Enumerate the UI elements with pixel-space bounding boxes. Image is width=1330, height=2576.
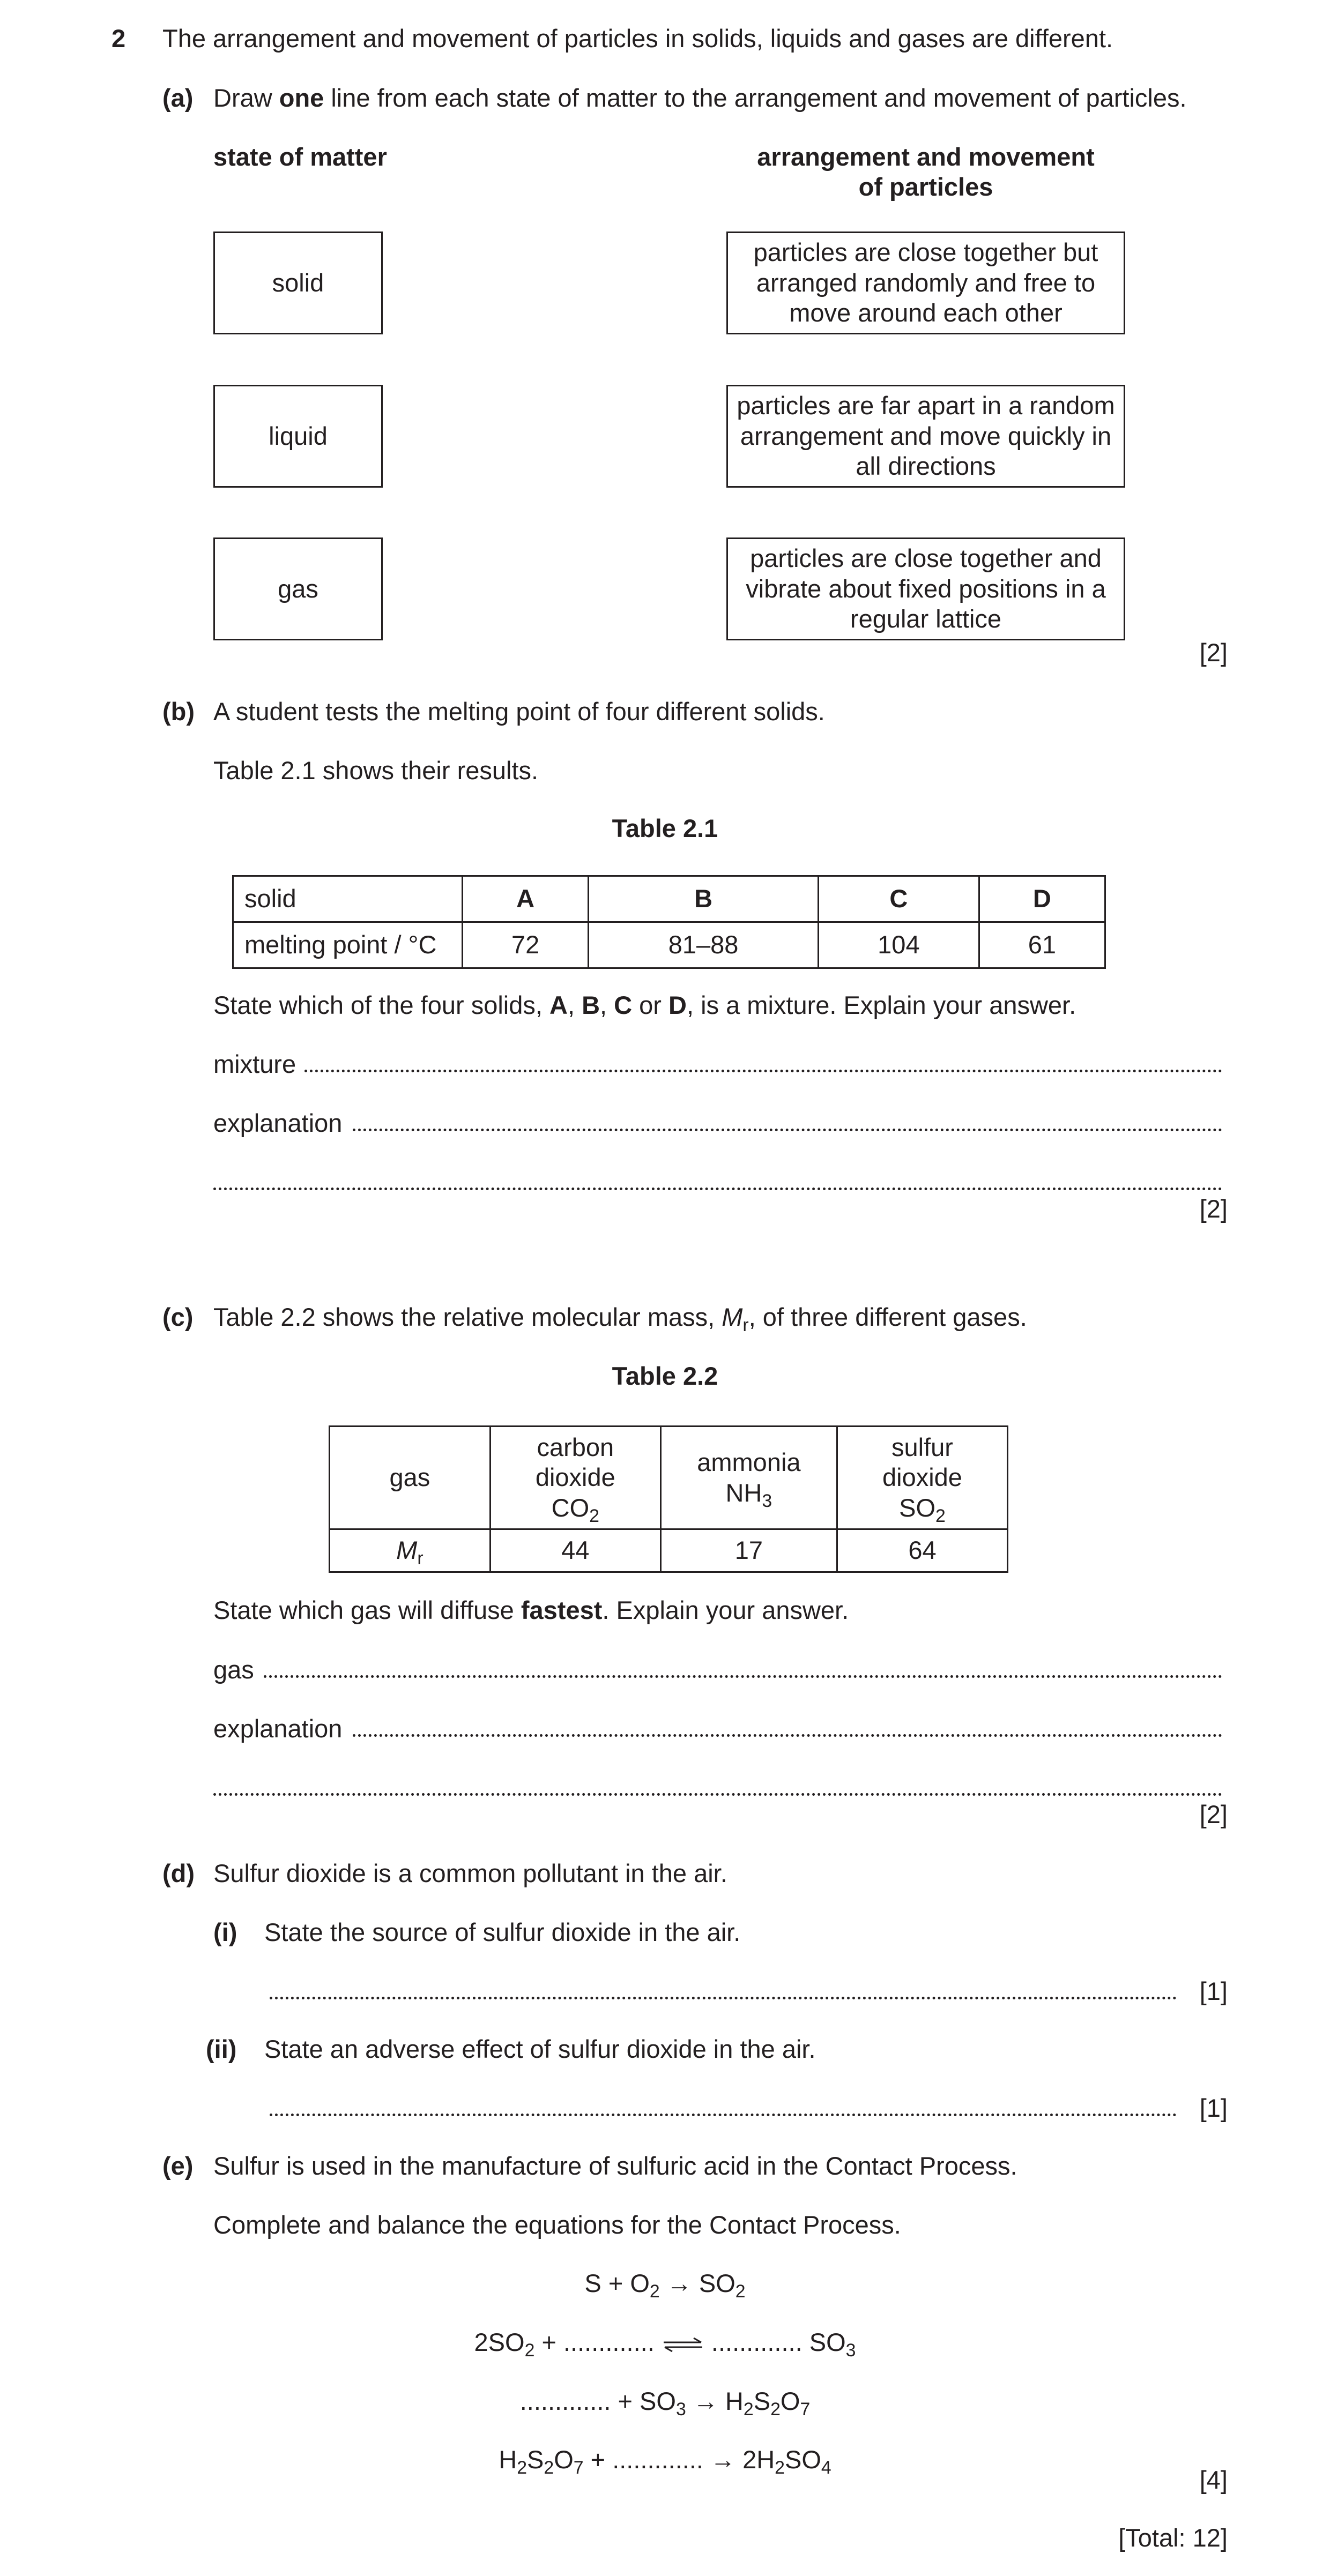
equilibrium-arrow-icon (662, 2336, 704, 2353)
table-2-2-mr-header: $M_r$ (330, 1529, 491, 1572)
part-e-marks: [4] (1199, 2466, 1228, 2494)
state-of-matter-heading: state of matter (213, 143, 387, 171)
table-2-2-nh3: ammonia $NH_3$ (660, 1427, 837, 1529)
explanation-answer-line-c-2[interactable] (213, 1793, 1222, 1796)
part-d-i-marks: [1] (1199, 1977, 1228, 2005)
equation-3-blank[interactable]: ............. (519, 2387, 611, 2415)
explanation-answer-line-b-2[interactable] (213, 1188, 1222, 1190)
table-2-2-title: Table 2.2 (612, 1362, 718, 1390)
part-b-line2: Table 2.1 shows their results. (213, 756, 539, 785)
part-d-i-text: State the source of sulfur dioxide in the air. (264, 1918, 741, 1946)
equation-1: $S + O_2 \to SO_2$ (584, 2269, 746, 2302)
explanation-answer-line-c[interactable] (353, 1734, 1222, 1737)
arrow-right-icon: → (693, 2387, 718, 2415)
part-b-question: State which of the four solids, A, B, C or D, is a mixture. Explain your answer. (213, 991, 1076, 1019)
description-box-3[interactable]: particles are close together and vibrate about fixed positions in a regular lattice (726, 537, 1125, 640)
table-2-1-mp-c: 104 (819, 922, 979, 968)
table-2-1-mp-b: 81–88 (589, 922, 819, 968)
table-2-1-mp-d: 61 (979, 922, 1105, 968)
part-b-line1: A student tests the melting point of four different solids. (213, 697, 825, 726)
part-e-line2: Complete and balance the equations for the Contact Process. (213, 2211, 901, 2239)
table-2-1-col-b: B (589, 876, 819, 922)
explanation-label-b: explanation (213, 1109, 343, 1137)
table-2-1-col-d: D (979, 876, 1105, 922)
part-c-marks: [2] (1199, 1800, 1228, 1828)
description-box-2[interactable]: particles are far apart in a random arrangement and move quickly in all directions (726, 385, 1125, 488)
part-b-marks: [2] (1199, 1194, 1228, 1223)
part-d-i-answer-line[interactable] (270, 1997, 1177, 1999)
explanation-answer-line-b[interactable] (353, 1129, 1222, 1131)
table-2-1 (232, 875, 1106, 969)
question-intro: The arrangement and movement of particles in solids, liquids and gases are different. (162, 24, 1113, 53)
arrow-right-icon: → (710, 2445, 736, 2474)
part-d-ii-text: State an adverse effect of sulfur dioxide in the air. (264, 2035, 816, 2063)
table-2-2 (329, 1425, 1008, 1573)
part-c-line: Table 2.2 shows the relative molecular mass, $M_r$, of three different gases. (213, 1303, 1027, 1336)
part-d-i-label: (i) (213, 1918, 237, 1946)
part-d-label: (d) (162, 1859, 195, 1887)
arrangement-heading: arrangement and movement of particles (757, 143, 1095, 201)
part-e-line1: Sulfur is used in the manufacture of sulfuric acid in the Contact Process. (213, 2152, 1017, 2180)
equation-3: ............. + $SO_3 \to H_2S_2O_7$ (519, 2387, 811, 2420)
table-2-1-mp-header: melting point / °C (233, 922, 463, 968)
table-2-1-mp-a: 72 (463, 922, 589, 968)
equation-2-blank-1[interactable]: ............. (563, 2328, 655, 2356)
table-2-2-so2: sulfur dioxide $SO_2$ (837, 1427, 1007, 1529)
part-a-marks: [2] (1199, 638, 1228, 667)
explanation-label-c: explanation (213, 1714, 343, 1743)
state-box-liquid[interactable]: liquid (213, 385, 383, 488)
table-2-1-solid-header: solid (233, 876, 463, 922)
question-number: 2 (112, 24, 126, 53)
part-e-label: (e) (162, 2152, 194, 2180)
mixture-label: mixture (213, 1050, 296, 1078)
state-box-gas[interactable]: gas (213, 537, 383, 640)
equation-4: $H_2S_2O_7$ + ............. → $2H_2SO_4$ (499, 2445, 831, 2478)
gas-label: gas (213, 1655, 254, 1684)
part-a-prompt: Draw one line from each state of matter to the arrangement and movement of particles. (213, 84, 1187, 112)
table-2-1-title: Table 2.1 (612, 814, 718, 842)
part-b-label: (b) (162, 697, 195, 726)
equation-2: $2SO_2$ + ............. ............. $SO_3$ (474, 2328, 856, 2361)
table-2-2-mr-nh3: 17 (660, 1529, 837, 1572)
part-a-label: (a) (162, 84, 194, 112)
description-box-1[interactable]: particles are close together but arranged randomly and free to move around each other (726, 232, 1125, 334)
table-2-1-col-a: A (463, 876, 589, 922)
table-2-1-col-c: C (819, 876, 979, 922)
part-c-question: State which gas will diffuse fastest. Explain your answer. (213, 1596, 849, 1624)
mixture-answer-line[interactable] (304, 1070, 1222, 1072)
part-d-line: Sulfur dioxide is a common pollutant in the air. (213, 1859, 727, 1887)
question-total: [Total: 12] (1118, 2523, 1228, 2552)
part-d-ii-marks: [1] (1199, 2094, 1228, 2122)
table-2-2-gas-header: gas (330, 1427, 491, 1529)
state-box-solid[interactable]: solid (213, 232, 383, 334)
table-2-2-mr-co2: 44 (490, 1529, 660, 1572)
gas-answer-line[interactable] (264, 1675, 1222, 1678)
table-2-2-mr-so2: 64 (837, 1529, 1007, 1572)
part-d-ii-label: (ii) (206, 2035, 237, 2063)
arrow-right-icon: → (666, 2269, 692, 2297)
part-d-ii-answer-line[interactable] (270, 2114, 1177, 2116)
equation-4-blank[interactable]: ............. (612, 2445, 703, 2474)
table-2-2-co2: carbon dioxide $CO_2$ (490, 1427, 660, 1529)
equation-2-blank-2[interactable]: ............. (711, 2328, 803, 2356)
part-c-label: (c) (162, 1303, 194, 1331)
